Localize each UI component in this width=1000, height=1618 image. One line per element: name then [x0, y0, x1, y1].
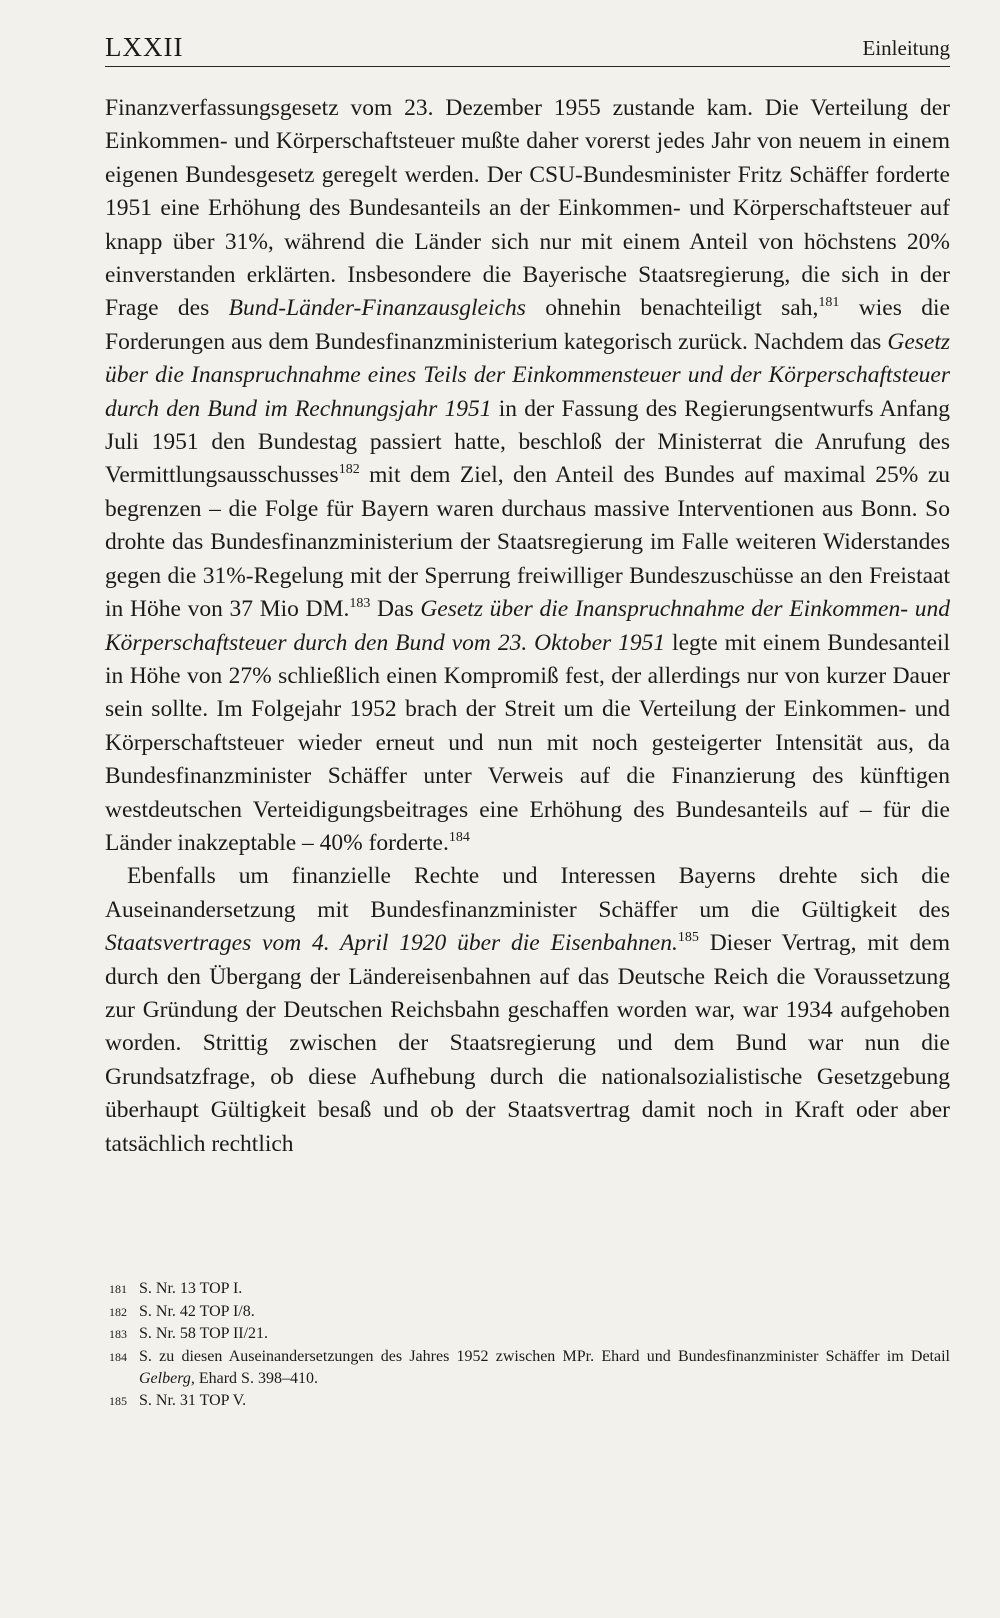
footnote-181 — [105, 1278, 950, 1300]
text-run: Ebenfalls um finanzielle Rechte und Interessen Bayerns drehte sich die Auseinandersetzung mit Bundesfinanzminister Schäffer um die Gültigkeit des — [105, 863, 950, 923]
running-title: Einleitung — [862, 36, 950, 60]
text-run: S. Nr. 58 TOP II/21. — [139, 1325, 269, 1342]
italic-title: Staatsvertrages vom 4. April 1920 über die Eisenbahnen. — [105, 930, 678, 957]
footnote-182 — [105, 1301, 950, 1323]
footnote-reference: 185 — [677, 930, 699, 946]
footnote-reference: 183 — [349, 596, 371, 612]
page-header — [105, 28, 950, 67]
text-run: ohnehin benachteiligt sah, — [525, 295, 819, 322]
italic-title: Bund-Länder-Finanzausgleichs — [228, 295, 526, 322]
footnote-185 — [105, 1390, 950, 1412]
italic-title: Gelberg, — [139, 1369, 195, 1387]
footnote-number: 182 — [109, 1304, 127, 1319]
text-run: Ehard S. 398–410. — [194, 1369, 318, 1387]
body-text — [105, 92, 950, 1161]
footnote-reference: 181 — [818, 295, 840, 311]
text-run: Finanzverfassungsgesetz vom 23. Dezember 1955 zustande kam. Die Verteilung der Einkommen- und Körperschaftsteuer mußte daher vorerst jedes Jahr von neuem in einem eigenen Bundesgesetz geregelt werden. Der CSU-Bundesminister Fritz Schäffer forderte 1951 eine Erhöhung des Bundesanteils an der Einkommen- und Körperschaftsteuer auf knapp über 31%, während die Länder sich nur mit einem Anteil von höchstens 20% einverstanden erklärten. Insbesondere die Bayerische Staatsregierung, die sich in der Frage des — [105, 95, 950, 322]
text-run: Dieser Vertrag, mit dem durch den Übergang der Ländereisenbahnen auf das Deutsche Reich die Voraussetzung zur Gründung der Deutschen Reichsbahn geschaffen worden war, war 1934 aufgehoben worden. Strittig zwischen der Staatsregierung und dem Bund war nun die Grundsatzfrage, ob diese Aufhebung durch die nationalsozialistische Gesetzgebung überhaupt Gültigkeit besaß und ob der Staatsvertrag damit noch in Kraft oder aber tatsächlich rechtlich — [105, 930, 950, 1157]
paragraph-2 — [105, 860, 950, 1161]
footnote-reference: 184 — [448, 829, 470, 845]
footnotes — [105, 1278, 950, 1413]
page-number: LXXII — [105, 32, 184, 62]
footnote-number: 181 — [109, 1282, 127, 1296]
footnote-183 — [105, 1323, 950, 1345]
footnote-number: 184 — [109, 1349, 127, 1364]
text-run: legte mit einem Bundesanteil in Höhe von 27% schließlich einen Kompromiß fest, der allerdings nur von kurzer Dauer sein sollte. Im Folgejahr 1952 brach der Streit um die Verteilung der Einkommen- und Körperschaftsteuer wieder erneut und nun mit noch gesteigerter Intensität aus, da Bundesfinanzminister Schäffer unter Verweis auf die Finanzierung des künftigen westdeutschen Verteidigungsbeitrages eine Erhöhung des Bundesanteils auf – für die Länder inakzeptable – 40% forderte. — [105, 629, 950, 856]
text-run: S. Nr. 42 TOP I/8. — [139, 1302, 255, 1320]
footnote-184 — [105, 1346, 950, 1390]
italic-title: Gesetz über die Inanspruchnahme der Einkommen- und Körperschaftsteuer durch den Bund vom 23. Oktober 1951 — [105, 596, 950, 656]
text-run: S. Nr. 13 TOP I. — [139, 1280, 243, 1297]
footnote-reference: 182 — [338, 462, 360, 478]
text-run: wies die Forderungen aus dem Bundesfinanzministerium kategorisch zurück. Nachdem das — [105, 295, 950, 355]
text-run: S. Nr. 31 TOP V. — [139, 1392, 247, 1409]
text-run: in der Fassung des Regierungsentwurfs Anfang Juli 1951 den Bundestag passiert hatte, beschloß der Ministerrat die Anrufung des Vermittlungsausschusses — [105, 395, 950, 489]
paragraph-1 — [105, 92, 950, 860]
italic-title: Gesetz über die Inanspruchnahme eines Teils der Einkommensteuer und der Körperschaftsteuer durch den Bund im Rechnungsjahr 1951 — [105, 328, 950, 422]
footnote-number: 185 — [109, 1394, 127, 1408]
text-run: S. zu diesen Auseinandersetzungen des Jahres 1952 zwischen MPr. Ehard und Bundesfinanzminister Schäffer im Detail — [139, 1347, 950, 1365]
footnote-number: 183 — [109, 1327, 127, 1341]
text-run: Das — [370, 596, 421, 623]
text-run: mit dem Ziel, den Anteil des Bundes auf maximal 25% zu begrenzen – die Folge für Bayern waren durchaus massive Interventionen aus Bonn. So drohte das Bundesfinanzministerium der Staatsregierung im Falle weiteren Widerstandes gegen die 31%-Regelung mit der Sperrung freiwilliger Bundeszuschüsse an den Freistaat in Höhe von 37 Mio DM. — [105, 462, 950, 623]
